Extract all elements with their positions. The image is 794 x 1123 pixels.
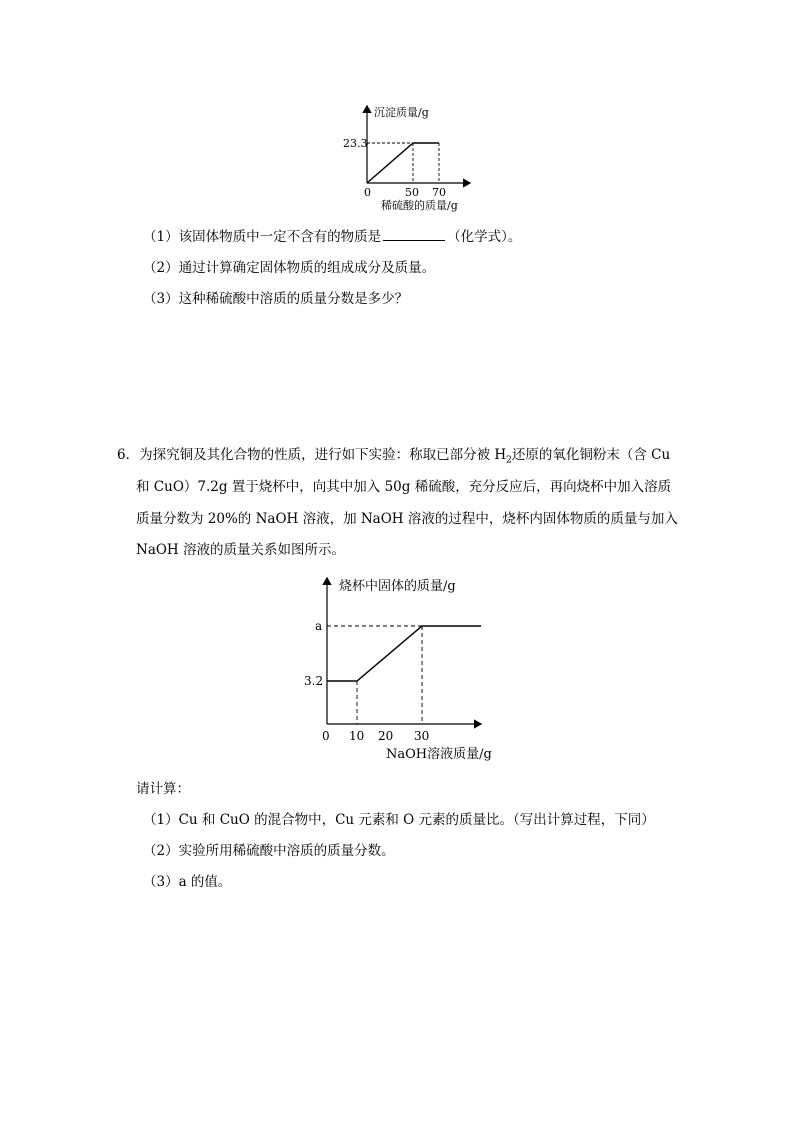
chart1-ytick-23-3: 23.3 <box>343 137 368 150</box>
chart1-series-line <box>367 143 439 183</box>
q6-calc-label: 请计算： <box>136 781 190 797</box>
chart2-xtick-10: 10 <box>349 729 365 743</box>
q5-sub1 <box>143 227 521 247</box>
q6-line1-a: 6．为探究铜及其化合物的性质，进行如下实验：称取已部分被 H <box>117 447 507 463</box>
q6-line1-b: 还原的氧化铜粉末（含 Cu <box>511 447 671 463</box>
chart1-ylabel: 沉淀质量/g <box>374 106 429 119</box>
q6-stem-line4: NaOH 溶液的质量关系如图所示。 <box>136 542 345 558</box>
q6-sub2: （2）实验所用稀硫酸中溶质的质量分数。 <box>143 843 395 859</box>
chart1-xlabel: 稀硫酸的质量/g <box>381 199 458 212</box>
chart1-xtick-70: 70 <box>432 186 446 199</box>
chart2-origin: 0 <box>322 729 330 743</box>
chart2-ylabel: 烧杯中固体的质量/g <box>339 579 456 594</box>
q6-stem-line1 <box>117 445 670 471</box>
q5-sub1-text: （1）该固体物质中一定不含有的物质是 <box>143 229 382 245</box>
q6-stem-line3: 质量分数为 20%的 NaOH 溶液，加 NaOH 溶液的过程中，烧杯内固体物质的质量与加入 <box>136 511 678 527</box>
q6-sub3: （3）a 的值。 <box>143 874 232 890</box>
chart1-xtick-50: 50 <box>405 186 419 199</box>
chart2-ytick-3-2: 3.2 <box>304 674 324 688</box>
chart2-ytick-a: a <box>315 619 323 633</box>
chart2-series-line <box>327 626 481 681</box>
answer-blank[interactable] <box>383 228 445 241</box>
chart2-xtick-20: 20 <box>378 729 394 743</box>
chart-solid-mass <box>0 560 794 770</box>
chart1-origin: 0 <box>364 186 371 199</box>
q5-sub1-suffix: （化学式）。 <box>447 229 522 245</box>
chart2-xlabel: NaOH溶液质量/g <box>386 747 492 762</box>
q6-stem-line2: 和 CuO）7.2g 置于烧杯中，向其中加入 50g 稀硫酸，充分反应后，再向烧杯中加入溶质 <box>136 479 672 495</box>
q5-sub2: （2）通过计算确定固体物质的组成成分及质量。 <box>143 260 436 276</box>
chart-precipitate <box>0 0 794 230</box>
q5-sub3: （3）这种稀硫酸中溶质的质量分数是多少？ <box>143 291 409 307</box>
q6-line1-sub: 2 <box>506 455 512 466</box>
q6-sub1: （1）Cu 和 CuO 的混合物中，Cu 元素和 O 元素的质量比。（写出计算过程，下同） <box>143 812 655 828</box>
chart2-xtick-30: 30 <box>414 729 430 743</box>
